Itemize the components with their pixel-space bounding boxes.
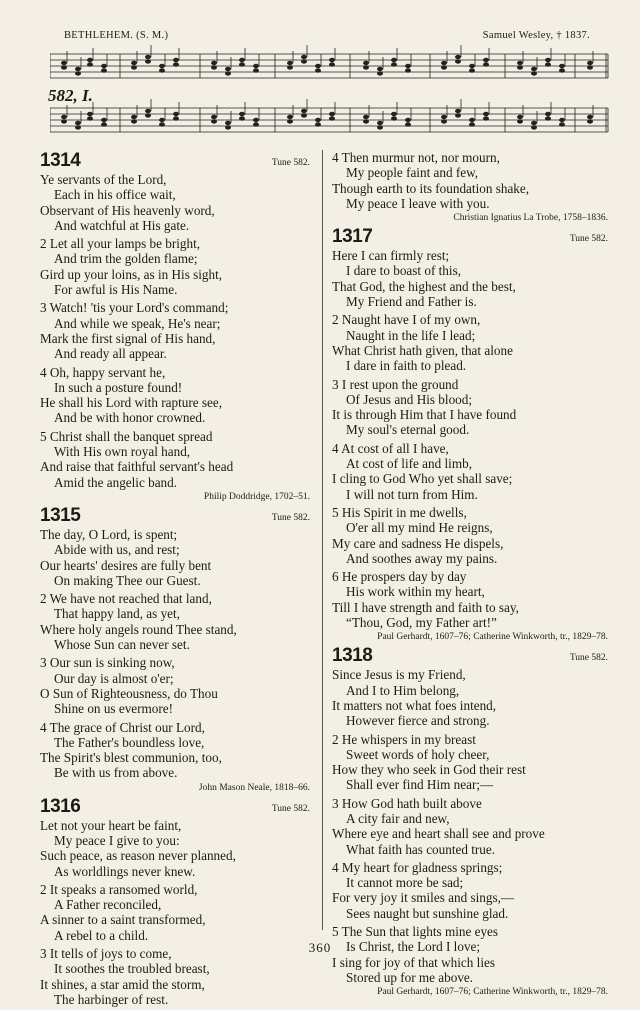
column-divider bbox=[322, 150, 323, 930]
verse bbox=[40, 365, 310, 426]
verse-line: However fierce and strong. bbox=[346, 713, 490, 729]
author-credit: Paul Gerhardt, 1607–76; Catherine Winkworth, tr., 1829–78. bbox=[377, 632, 608, 643]
verse-line: Such peace, as reason never planned, bbox=[40, 848, 236, 864]
verse-line: O Sun of Righteousness, do Thou bbox=[40, 685, 218, 701]
verse-line: Till I have strength and faith to say, bbox=[332, 599, 519, 615]
verse-line: And be with honor crowned. bbox=[54, 410, 206, 426]
verse bbox=[332, 441, 608, 502]
verse bbox=[332, 667, 608, 728]
verse bbox=[332, 150, 608, 211]
verse-line: It is through Him that I have found bbox=[332, 407, 517, 423]
verse-line: 5 Christ shall the banquet spread bbox=[40, 428, 213, 444]
verse-line: As worldlings never knew. bbox=[54, 863, 196, 879]
verse-line: It matters not what foes intend, bbox=[332, 697, 497, 713]
verse bbox=[332, 312, 608, 373]
verse-line: 4 At cost of all I have, bbox=[332, 440, 449, 456]
verse-line: And while we speak, He's near; bbox=[54, 315, 221, 331]
verse-line: The Father's boundless love, bbox=[54, 734, 205, 750]
verse bbox=[40, 720, 310, 781]
verse-line: 3 How God hath built above bbox=[332, 795, 482, 811]
verse-line: For awful is His Name. bbox=[54, 282, 178, 298]
verse-line: A rebel to a child. bbox=[54, 927, 149, 943]
tune-reference: Tune 582. bbox=[569, 234, 608, 245]
left-column bbox=[40, 150, 310, 1010]
verse bbox=[332, 796, 608, 857]
verse-line: On making Thee our Guest. bbox=[54, 572, 201, 588]
verse-line: Shine on us evermore! bbox=[54, 701, 174, 717]
verse-line: It cannot more be sad; bbox=[346, 875, 464, 891]
verse-line: Be with us from above. bbox=[54, 765, 178, 781]
tune-reference: Tune 582. bbox=[569, 653, 608, 664]
hymn-number: 1314 bbox=[40, 150, 81, 171]
author-credit: Philip Doddridge, 1702–51. bbox=[203, 491, 310, 502]
verse-line: My soul's eternal good. bbox=[346, 422, 470, 438]
verse-line: The Spirit's blest communion, too, bbox=[40, 750, 222, 766]
hymn-number: 1315 bbox=[40, 504, 81, 526]
verse-line: A sinner to a saint transformed, bbox=[40, 912, 206, 928]
verse-line: 4 Then murmur not, nor mourn, bbox=[332, 150, 500, 165]
hymn-number: 1316 bbox=[40, 795, 81, 817]
verse bbox=[40, 818, 310, 879]
tune-reference: Tune 582. bbox=[271, 803, 310, 814]
verse-line: Where holy angels round Thee stand, bbox=[40, 621, 237, 637]
verse-line: Since Jesus is my Friend, bbox=[332, 667, 466, 683]
verse bbox=[40, 655, 310, 716]
verse-line: And ready all appear. bbox=[54, 346, 167, 362]
verse-line: Our hearts' desires are fully bent bbox=[40, 557, 212, 573]
author-credit: Paul Gerhardt, 1607–76; Catherine Winkworth, tr., 1829–78. bbox=[377, 987, 608, 998]
hymn-header bbox=[40, 796, 310, 818]
verse-line: How they who seek in God their rest bbox=[332, 762, 526, 778]
verse-line: His work within my heart, bbox=[346, 584, 485, 600]
verse-line: 2 Naught have I of my own, bbox=[332, 312, 481, 328]
verse-line: Is Christ, the Lord I love; bbox=[346, 939, 481, 955]
verse-line: 3 Our sun is sinking now, bbox=[40, 655, 175, 671]
verse-line: The harbinger of rest. bbox=[54, 991, 169, 1007]
verse-line: My peace I give to you: bbox=[54, 832, 180, 848]
verse-line: What Christ hath given, that alone bbox=[332, 342, 513, 358]
verse-line: 2 It speaks a ransomed world, bbox=[40, 881, 198, 897]
verse-line: Each in his office wait, bbox=[54, 187, 176, 203]
verse-line: I will not turn from Him. bbox=[346, 486, 478, 502]
right-column bbox=[332, 150, 608, 1000]
verse-line: 6 He prospers day by day bbox=[332, 569, 467, 585]
verse-line: 4 The grace of Christ our Lord, bbox=[40, 719, 205, 735]
verse-line: 5 His Spirit in me dwells, bbox=[332, 504, 467, 520]
hymn bbox=[332, 226, 608, 643]
tune-reference: Tune 582. bbox=[271, 158, 310, 168]
verse bbox=[332, 860, 608, 921]
tune-reference: Tune 582. bbox=[271, 512, 310, 523]
verse-line: A Father reconciled, bbox=[54, 897, 162, 913]
verse-line: Sweet words of holy cheer, bbox=[346, 746, 490, 762]
hymn-header bbox=[40, 505, 310, 527]
verse-line: For very joy it smiles and sings,— bbox=[332, 890, 515, 906]
verse-line: Our day is almost o'er; bbox=[54, 670, 174, 686]
hymn bbox=[40, 505, 310, 794]
verse-line: And I to Him belong, bbox=[346, 682, 460, 698]
music-score bbox=[50, 44, 610, 144]
composer: Samuel Wesley, † 1837. bbox=[482, 30, 590, 41]
verse-line: I cling to God Who yet shall save; bbox=[332, 471, 513, 487]
verse bbox=[40, 300, 310, 361]
verse-line: Shall ever find Him near;— bbox=[346, 777, 494, 793]
author-credit: John Mason Neale, 1818–66. bbox=[198, 782, 310, 793]
verse bbox=[332, 569, 608, 630]
verse-line: 5 The Sun that lights mine eyes bbox=[332, 924, 499, 940]
verse-line: Let not your heart be faint, bbox=[40, 817, 182, 833]
verse-line: My people faint and few, bbox=[346, 165, 479, 181]
verse-line: 2 He whispers in my breast bbox=[332, 731, 476, 747]
verse bbox=[332, 377, 608, 438]
hymn-header bbox=[332, 226, 608, 248]
verse bbox=[40, 527, 310, 588]
verse bbox=[40, 591, 310, 652]
verse-line: Gird up your loins, as in His sight, bbox=[40, 266, 223, 282]
verse-line: And raise that faithful servant's head bbox=[40, 459, 234, 475]
hymn bbox=[332, 150, 608, 224]
verse-line: My Friend and Father is. bbox=[346, 294, 477, 310]
verse bbox=[40, 429, 310, 490]
tune-name: BETHLEHEM. (S. M.) bbox=[64, 30, 169, 41]
verse-line: I dare to boast of this, bbox=[346, 263, 461, 279]
verse-line: Amid the angelic band. bbox=[54, 474, 178, 490]
verse-line: 2 We have not reached that land, bbox=[40, 591, 212, 607]
verse-line: Sees naught but sunshine glad. bbox=[346, 905, 509, 921]
verse-line: That God, the highest and the best, bbox=[332, 278, 516, 294]
verse-line: It soothes the troubled breast, bbox=[54, 961, 210, 977]
verse-line: And watchful at His gate. bbox=[54, 217, 190, 233]
verse-line: Mark the first signal of His hand, bbox=[40, 330, 216, 346]
verse bbox=[40, 172, 310, 233]
verse-line: A city fair and new, bbox=[346, 810, 450, 826]
verse-line: 4 Oh, happy servant he, bbox=[40, 364, 166, 380]
verse-line: “Thou, God, my Father art!” bbox=[346, 615, 497, 631]
verse bbox=[40, 236, 310, 297]
verse-line: Though earth to its foundation shake, bbox=[332, 180, 530, 196]
verse-line: And soothes away my pains. bbox=[346, 550, 498, 566]
verse-line: And trim the golden flame; bbox=[54, 251, 198, 267]
verse bbox=[40, 882, 310, 943]
hymn bbox=[40, 150, 310, 503]
verse-line: Where eye and heart shall see and prove bbox=[332, 826, 545, 842]
hymn-header bbox=[40, 150, 310, 172]
verse-line: 3 Watch! 'tis your Lord's command; bbox=[40, 300, 229, 316]
verse-line: Stored up for me above. bbox=[346, 969, 474, 985]
verse bbox=[332, 248, 608, 309]
verse-line: In such a posture found! bbox=[54, 379, 183, 395]
hymn-number: 1318 bbox=[332, 645, 373, 667]
tune-number: 582, I. bbox=[48, 86, 93, 105]
verse-line: O'er all my mind He reigns, bbox=[346, 520, 493, 536]
page-number: 360 bbox=[308, 940, 332, 955]
verse-line: Of Jesus and His blood; bbox=[346, 391, 473, 407]
verse-line: Abide with us, and rest; bbox=[54, 542, 180, 558]
verse-line: The day, O Lord, is spent; bbox=[40, 526, 178, 542]
verse-line: Naught in the life I lead; bbox=[346, 327, 476, 343]
verse-line: I sing for joy of that which lies bbox=[332, 954, 495, 970]
verse-line: I dare in faith to plead. bbox=[346, 358, 467, 374]
hymn-header bbox=[332, 645, 608, 667]
verse-line: My peace I leave with you. bbox=[346, 195, 490, 211]
hymn-number: 1317 bbox=[332, 226, 373, 248]
verse-line: Whose Sun can never set. bbox=[54, 637, 190, 653]
verse-line: 2 Let all your lamps be bright, bbox=[40, 236, 201, 252]
verse-line: It shines, a star amid the storm, bbox=[40, 976, 205, 992]
verse-line: 3 I rest upon the ground bbox=[332, 376, 459, 392]
verse-line: What faith has counted true. bbox=[346, 841, 496, 857]
verse-line: That happy land, as yet, bbox=[54, 606, 180, 622]
verse-line: At cost of life and limb, bbox=[346, 456, 472, 472]
verse-line: My care and sadness He dispels, bbox=[332, 535, 504, 551]
verse-line: Ye servants of the Lord, bbox=[40, 172, 167, 187]
verse bbox=[332, 732, 608, 793]
verse-line: 3 It tells of joys to come, bbox=[40, 946, 172, 962]
verse-line: He shall his Lord with rapture see, bbox=[40, 395, 223, 411]
author-credit: Christian Ignatius La Trobe, 1758–1836. bbox=[453, 213, 608, 224]
verse-line: Observant of His heavenly word, bbox=[40, 202, 215, 218]
hymn bbox=[40, 796, 310, 1008]
verse-line: 4 My heart for gladness springs; bbox=[332, 859, 503, 875]
verse bbox=[332, 505, 608, 566]
verse-line: Here I can firmly rest; bbox=[332, 248, 450, 264]
verse-line: With His own royal hand, bbox=[54, 444, 191, 460]
